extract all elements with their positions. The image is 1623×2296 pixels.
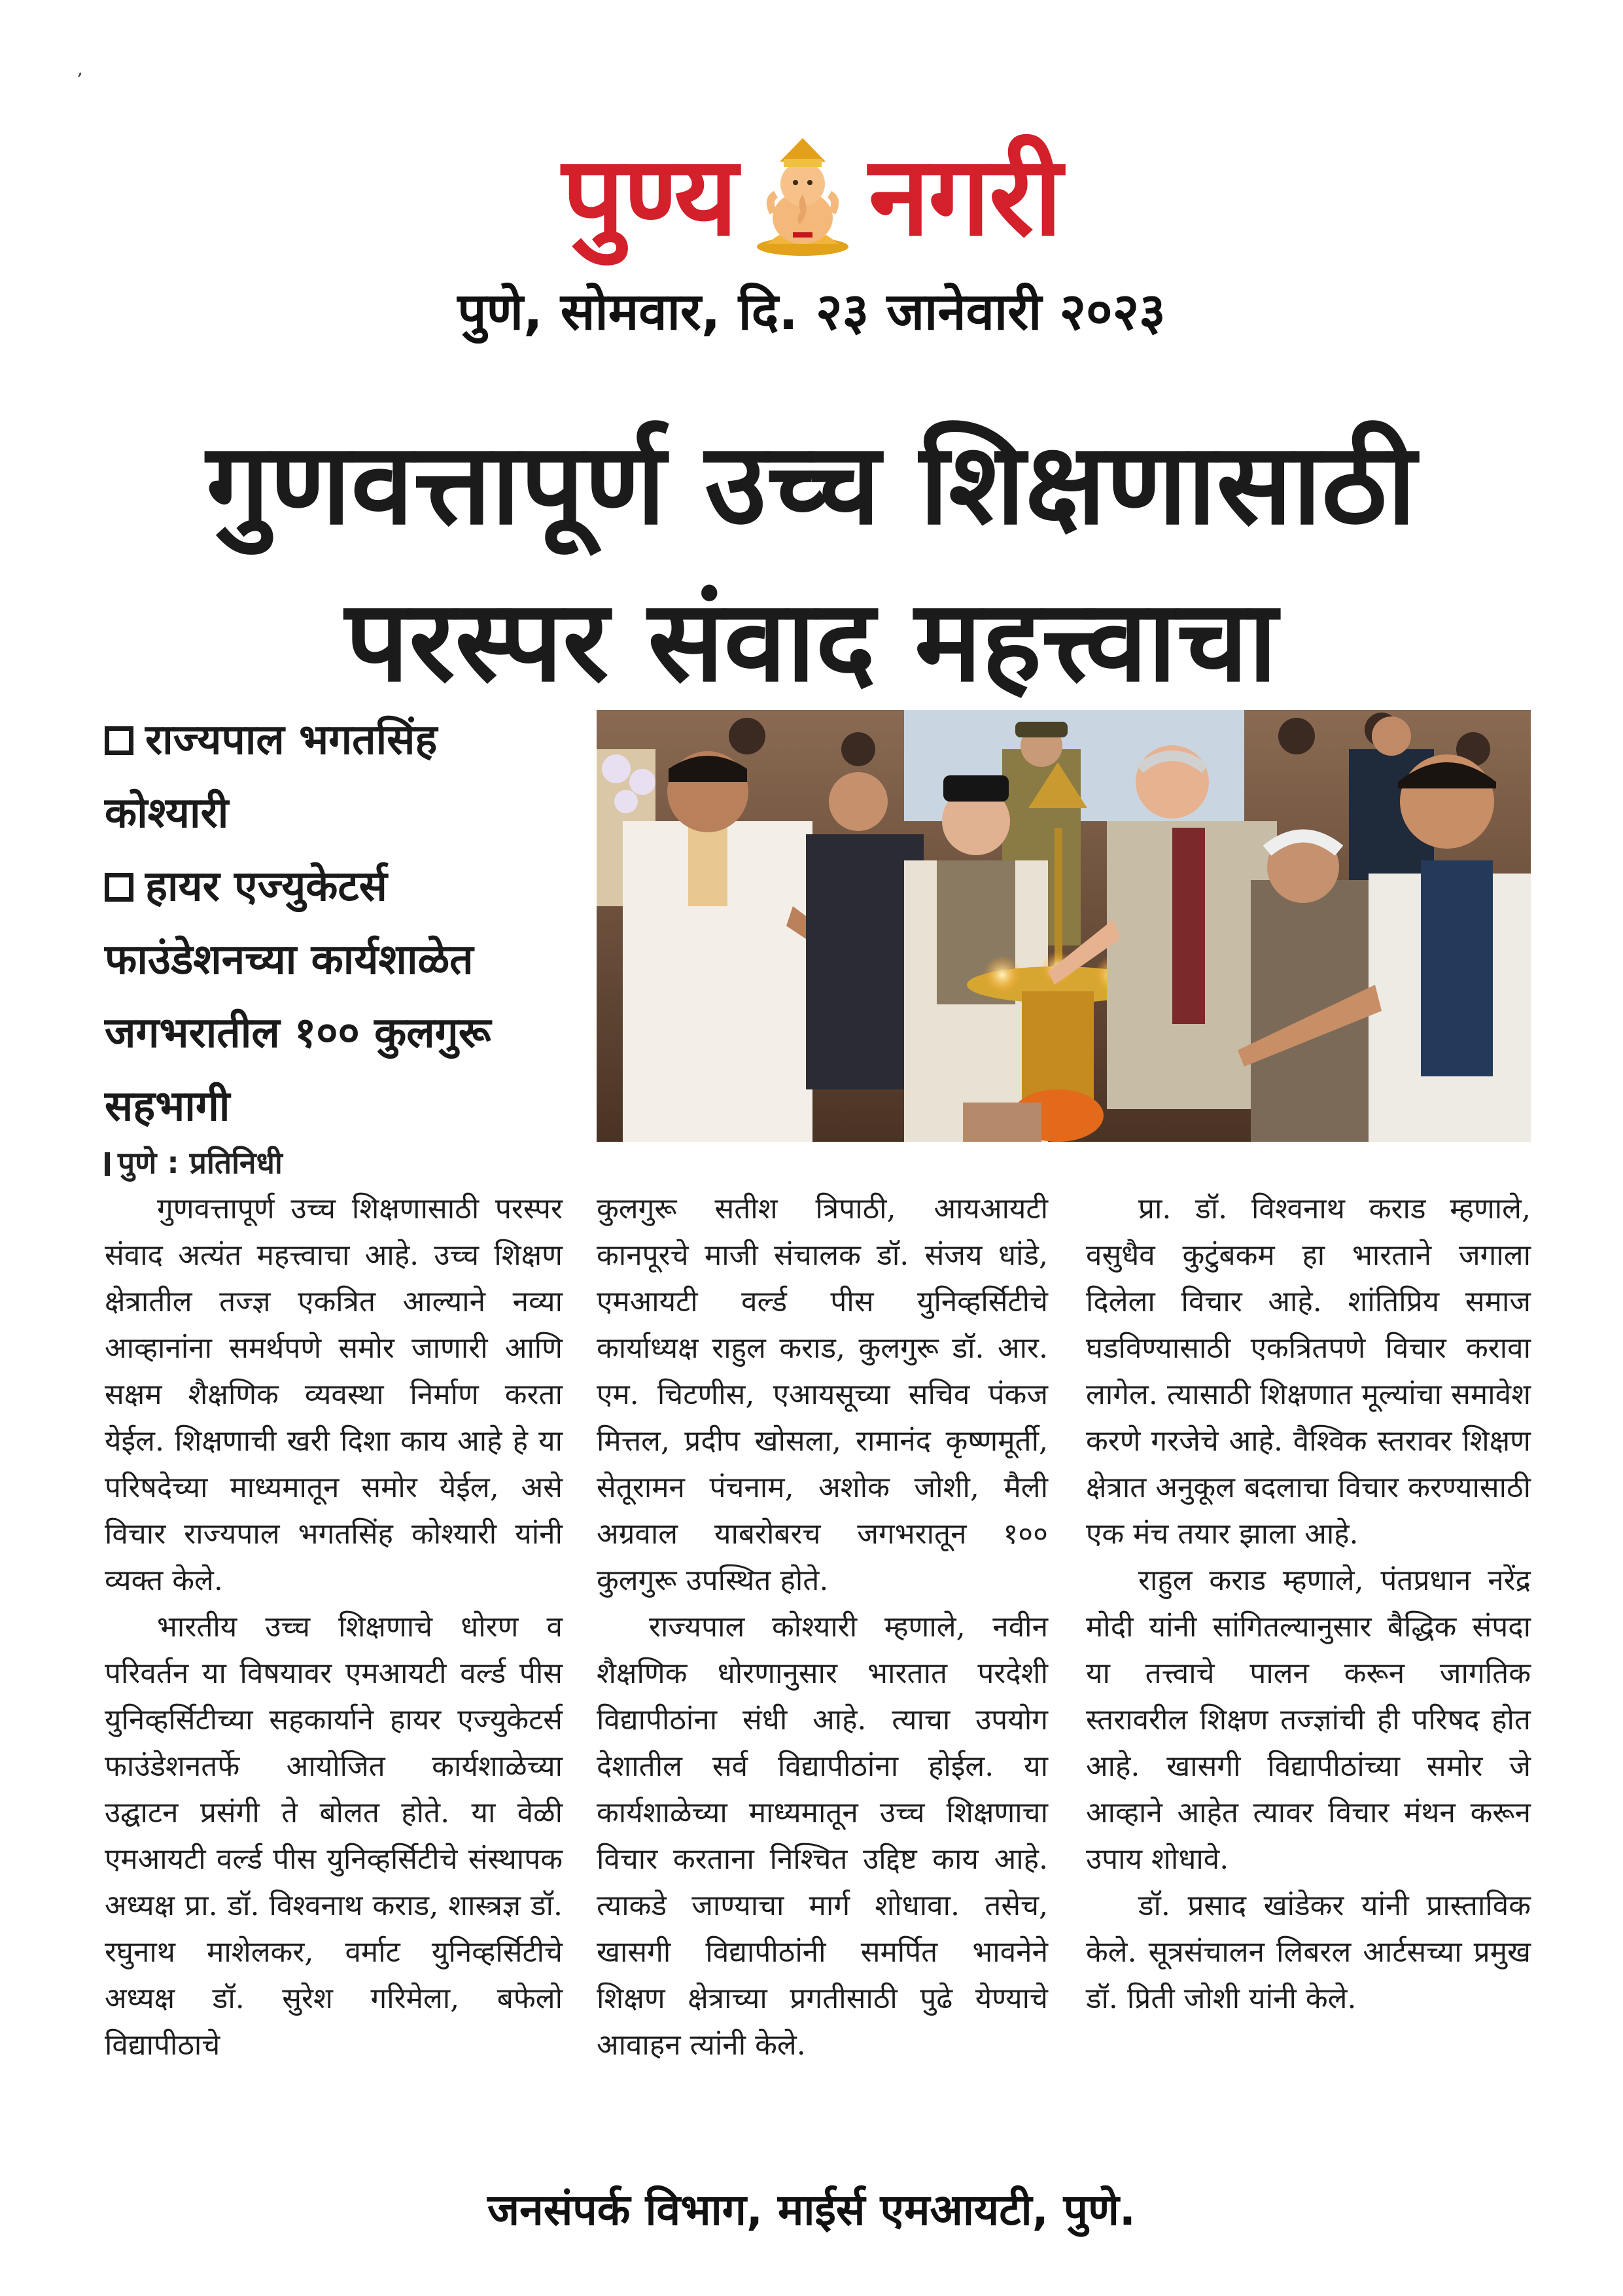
paragraph: प्रा. डॉ. विश्वनाथ कराड म्हणाले, वसुधैव कुटुंबकम हा भारताने जगाला दिलेला विचार आहे. शांतिप्रिय समाज घडविण्यासाठी एकत्रितपणे विचार करावा लागेल. त्यासाठी शिक्षणात मूल्यांचा समावेश करणे गरजेचे आहे. वैश्विक स्तरावर शिक्षण क्षेत्रात अनुकूल बदलाचा विचार करण्यासाठी एक मंच तयार झाला आहे.: [1086, 1192, 1531, 1551]
highlight-point: हायर एज्युकेटर्स फाउंडेशनच्या कार्यशाळेत जगभरातील १०० कुलगुरू सहभागी: [105, 862, 491, 1131]
paragraph: राहुल कराड म्हणाले, पंतप्रधान नरेंद्र मोदी यांनी सांगितल्यानुसार बैद्धिक संपदा या तत्त्वाचे पालन करून जागतिक स्तरावरील शिक्षण तज्ज्ञांची ही परिषद होत आहे. खासगी विद्यापीठांच्या समोर जे आव्हाने आहेत त्यावर विचार मंथन करून उपाय शोधावे.: [1086, 1564, 1531, 1876]
footer-credit: जनसंपर्क विभाग, माईर्स एमआयटी, पुणे.: [487, 2185, 1136, 2235]
article-column-1: [105, 1186, 563, 2068]
article-column-3: [1086, 1186, 1531, 2022]
headline-line-2: परस्पर संवाद महत्त्वाचा: [345, 575, 1278, 707]
highlight-points: [105, 703, 563, 1143]
headline: [79, 406, 1544, 720]
byline: पुणे : प्रतिनिधी: [105, 1142, 283, 1182]
dateline: पुणे, सोमवार, दि. २३ जानेवारी २०२३: [457, 283, 1166, 342]
masthead: [0, 128, 1623, 265]
highlight-point: राज्यपाल भगतसिंह कोश्यारी: [105, 716, 438, 838]
masthead-left-word: पुण्य: [562, 132, 737, 260]
ganesha-emblem-icon: [754, 134, 852, 258]
paragraph: डॉ. प्रसाद खांडेकर यांनी प्रास्ताविक केले. सूत्रसंचालन लिबरल आर्टसच्या प्रमुख डॉ. प्रिती जोशी यांनी केले.: [1086, 1889, 1531, 2015]
byline-marker: [105, 1152, 110, 1176]
event-photo: [597, 710, 1531, 1142]
checkbox-bullet-icon: [105, 873, 133, 902]
article-column-2: [597, 1186, 1048, 2068]
paragraph: गुणवत्तापूर्ण उच्च शिक्षणासाठी परस्पर संवाद अत्यंत महत्त्वाचा आहे. उच्च शिक्षण क्षेत्रातील तज्ज्ञ एकत्रित आल्याने नव्या आव्हानांना समर्थपणे समोर जाणारी आणि सक्षम शैक्षणिक व्यवस्था निर्माण करता येईल. शिक्षणाची खरी दिशा काय आहे हे या परिषदेच्या माध्यमातून समोर येईल, असे विचार राज्यपाल भगतसिंह कोश्यारी यांनी व्यक्त केले.: [105, 1192, 563, 1597]
paragraph: भारतीय उच्च शिक्षणाचे धोरण व परिवर्तन या विषयावर एमआयटी वर्ल्ड पीस युनिव्हर्सिटीच्या सहकार्याने हायर एज्युकेटर्स फाउंडेशनतर्फे आयोजित कार्यशाळेच्या उद्घाटन प्रसंगी ते बोलत होते. या वेळी एमआयटी वर्ल्ड पीस युनिव्हर्सिटीचे संस्थापक अध्यक्ष प्रा. डॉ. विश्वनाथ कराड, शास्त्रज्ञ डॉ. रघुनाथ माशेलकर, वर्माट युनिव्हर्सिटीचे अध्यक्ष डॉ. सुरेश गरिमेला, बफेलो विद्यापीठाचे: [105, 1610, 563, 2062]
corner-mark: ,: [77, 58, 83, 79]
paragraph: राज्यपाल कोश्यारी म्हणाले, नवीन शैक्षणिक धोरणानुसार भारतात परदेशी विद्यापीठांना संधी आहे. त्याचा उपयोग देशातील सर्व विद्यापीठांना होईल. या कार्यशाळेच्या माध्यमातून उच्च शिक्षणाचा विचार करताना निश्चित उद्दिष्ट काय आहे. त्याकडे जाण्याचा मार्ग शोधावा. तसेच, खासगी विद्यापीठांनी समर्पित भावनेने शिक्षण क्षेत्राच्या प्रगतीसाठी पुढे येण्याचे आवाहन त्यांनी केले.: [597, 1610, 1048, 2062]
paragraph: कुलगुरू सतीश त्रिपाठी, आयआयटी कानपूरचे माजी संचालक डॉ. संजय धांडे, एमआयटी वर्ल्ड पीस युनिव्हर्सिटीचे कार्याध्यक्ष राहुल कराड, कुलगुरू डॉ. आर. एम. चिटणीस, एआयसूच्या सचिव पंकज मित्तल, प्रदीप खोसला, रामानंद कृष्णमूर्ती, सेतूरामन पंचनाम, अशोक जोशी, मैली अग्रवाल याबरोबरच जगभरातून १०० कुलगुरू उपस्थित होते.: [597, 1192, 1048, 1597]
checkbox-bullet-icon: [105, 726, 133, 755]
masthead-right-word: नगरी: [868, 132, 1061, 260]
headline-line-1: गुणवत्तापूर्ण उच्च शिक्षणासाठी: [206, 418, 1416, 550]
